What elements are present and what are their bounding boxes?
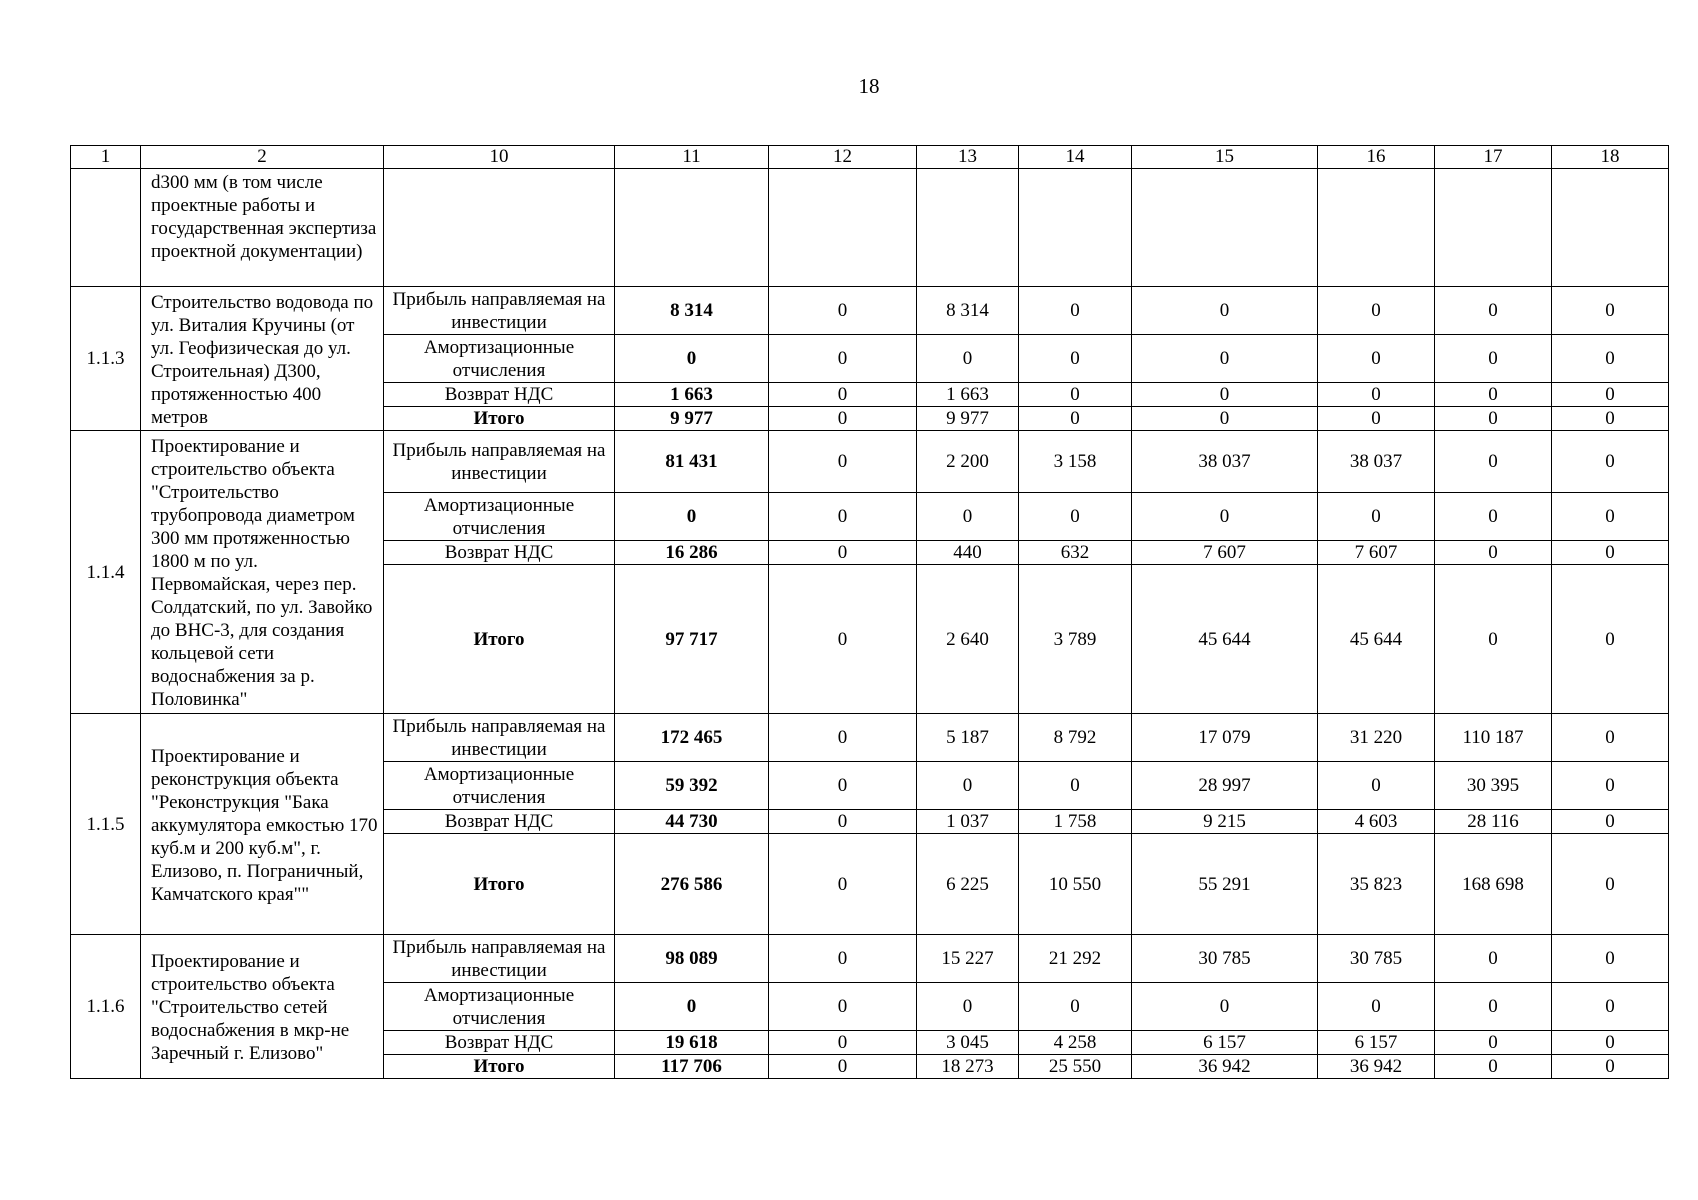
year-value: 28 116 <box>1435 810 1552 834</box>
year-value: 0 <box>769 834 917 935</box>
column-header-15: 15 <box>1132 146 1318 169</box>
year-value: 15 227 <box>917 935 1019 983</box>
year-value: 35 823 <box>1318 834 1435 935</box>
year-value: 0 <box>1552 493 1669 541</box>
project-description: Проектирование и строительство объекта "Строительство трубопровода диаметром 300 мм протяженностью 1800 м по ул. Первомайская, через пер. Солдатский, по ул. Завойко до ВНС-3, для создания кольцевой сети водоснабжения за р. Половинка" <box>141 431 384 714</box>
project-description: Строительство водовода по ул. Виталия Кручины (от ул. Геофизическая до ул. Строительная) Д300, протяженностью 400 метров <box>141 287 384 431</box>
project-description: Проектирование и строительство объекта "Строительство сетей водоснабжения в мкр-не Заречный г. Елизово" <box>141 935 384 1079</box>
year-value: 0 <box>1019 493 1132 541</box>
total-value: 9 977 <box>615 407 769 431</box>
column-header-13: 13 <box>917 146 1019 169</box>
total-value: 19 618 <box>615 1031 769 1055</box>
empty-cell <box>71 169 141 287</box>
total-label: Итого <box>384 565 615 714</box>
column-header-14: 14 <box>1019 146 1132 169</box>
year-value: 110 187 <box>1435 714 1552 762</box>
year-value: 5 187 <box>917 714 1019 762</box>
year-value: 38 037 <box>1318 431 1435 493</box>
table-row <box>71 287 1669 335</box>
year-value: 0 <box>917 762 1019 810</box>
header-row <box>71 146 1669 169</box>
year-value: 30 395 <box>1435 762 1552 810</box>
total-value: 44 730 <box>615 810 769 834</box>
total-value: 0 <box>615 493 769 541</box>
year-value: 7 607 <box>1318 541 1435 565</box>
total-value: 97 717 <box>615 565 769 714</box>
year-value: 0 <box>769 431 917 493</box>
page-number: 18 <box>858 74 880 98</box>
total-value: 172 465 <box>615 714 769 762</box>
year-value: 0 <box>1132 287 1318 335</box>
year-value: 0 <box>1435 407 1552 431</box>
year-value: 0 <box>1435 1031 1552 1055</box>
year-value: 0 <box>1552 935 1669 983</box>
year-value: 8 314 <box>917 287 1019 335</box>
year-value: 0 <box>1435 935 1552 983</box>
year-value: 0 <box>769 935 917 983</box>
year-value: 0 <box>1019 335 1132 383</box>
column-header-1: 1 <box>71 146 141 169</box>
year-value: 0 <box>769 762 917 810</box>
year-value: 55 291 <box>1132 834 1318 935</box>
year-value: 632 <box>1019 541 1132 565</box>
total-value: 0 <box>615 335 769 383</box>
table-body <box>71 146 1669 1079</box>
funding-source: Возврат НДС <box>384 383 615 407</box>
table-row <box>71 714 1669 762</box>
total-value: 16 286 <box>615 541 769 565</box>
year-value: 45 644 <box>1132 565 1318 714</box>
year-value: 0 <box>1019 762 1132 810</box>
year-value: 36 942 <box>1318 1055 1435 1079</box>
year-value: 6 157 <box>1132 1031 1318 1055</box>
year-value: 31 220 <box>1318 714 1435 762</box>
year-value: 0 <box>1318 983 1435 1031</box>
table-row <box>71 935 1669 983</box>
year-value: 4 258 <box>1019 1031 1132 1055</box>
year-value: 38 037 <box>1132 431 1318 493</box>
funding-source: Возврат НДС <box>384 541 615 565</box>
year-value: 0 <box>1435 383 1552 407</box>
year-value: 0 <box>1318 383 1435 407</box>
empty-cell <box>1132 169 1318 287</box>
year-value: 0 <box>1435 565 1552 714</box>
empty-cell <box>769 169 917 287</box>
year-value: 28 997 <box>1132 762 1318 810</box>
year-value: 0 <box>1318 407 1435 431</box>
year-value: 0 <box>1318 493 1435 541</box>
year-value: 0 <box>769 565 917 714</box>
column-header-16: 16 <box>1318 146 1435 169</box>
column-header-10: 10 <box>384 146 615 169</box>
funding-source: Прибыль направляемая на инвестиции <box>384 287 615 335</box>
empty-cell <box>917 169 1019 287</box>
year-value: 3 045 <box>917 1031 1019 1055</box>
project-description: Проектирование и реконструкция объекта "Реконструкция "Бака аккумулятора емкостью 170 куб.м и 200 куб.м", г. Елизово, п. Пограничный, Камчатского края"" <box>141 714 384 935</box>
year-value: 10 550 <box>1019 834 1132 935</box>
year-value: 8 792 <box>1019 714 1132 762</box>
total-value: 1 663 <box>615 383 769 407</box>
year-value: 0 <box>1435 335 1552 383</box>
year-value: 3 789 <box>1019 565 1132 714</box>
year-value: 0 <box>1552 383 1669 407</box>
empty-cell <box>384 169 615 287</box>
year-value: 0 <box>1132 493 1318 541</box>
year-value: 7 607 <box>1132 541 1318 565</box>
year-value: 25 550 <box>1019 1055 1132 1079</box>
item-number: 1.1.5 <box>71 714 141 935</box>
year-value: 9 977 <box>917 407 1019 431</box>
year-value: 0 <box>1552 834 1669 935</box>
total-value: 0 <box>615 983 769 1031</box>
year-value: 0 <box>1132 383 1318 407</box>
column-header-12: 12 <box>769 146 917 169</box>
funding-source: Амортизационные отчисления <box>384 762 615 810</box>
year-value: 0 <box>1132 335 1318 383</box>
funding-source: Прибыль направляемая на инвестиции <box>384 714 615 762</box>
total-value: 81 431 <box>615 431 769 493</box>
total-label: Итого <box>384 1055 615 1079</box>
continuation-row <box>71 169 1669 287</box>
year-value: 0 <box>1552 431 1669 493</box>
year-value: 21 292 <box>1019 935 1132 983</box>
total-label: Итого <box>384 834 615 935</box>
table-row <box>71 431 1669 493</box>
year-value: 9 215 <box>1132 810 1318 834</box>
empty-cell <box>1318 169 1435 287</box>
year-value: 168 698 <box>1435 834 1552 935</box>
year-value: 17 079 <box>1132 714 1318 762</box>
year-value: 0 <box>769 287 917 335</box>
item-number: 1.1.3 <box>71 287 141 431</box>
total-value: 59 392 <box>615 762 769 810</box>
item-number: 1.1.4 <box>71 431 141 714</box>
year-value: 0 <box>1019 287 1132 335</box>
year-value: 0 <box>917 335 1019 383</box>
year-value: 0 <box>769 714 917 762</box>
year-value: 0 <box>1552 714 1669 762</box>
empty-cell <box>1019 169 1132 287</box>
year-value: 1 663 <box>917 383 1019 407</box>
year-value: 0 <box>1318 335 1435 383</box>
year-value: 1 037 <box>917 810 1019 834</box>
year-value: 0 <box>769 810 917 834</box>
year-value: 30 785 <box>1318 935 1435 983</box>
year-value: 0 <box>1132 407 1318 431</box>
year-value: 0 <box>769 335 917 383</box>
year-value: 0 <box>1019 407 1132 431</box>
total-label: Итого <box>384 407 615 431</box>
year-value: 0 <box>1435 431 1552 493</box>
year-value: 0 <box>1435 983 1552 1031</box>
year-value: 0 <box>1435 1055 1552 1079</box>
year-value: 0 <box>1435 541 1552 565</box>
column-header-2: 2 <box>141 146 384 169</box>
year-value: 0 <box>917 983 1019 1031</box>
empty-cell <box>1552 169 1669 287</box>
year-value: 0 <box>1552 1055 1669 1079</box>
year-value: 0 <box>1552 541 1669 565</box>
year-value: 0 <box>1318 287 1435 335</box>
year-value: 0 <box>1435 493 1552 541</box>
year-value: 0 <box>1552 810 1669 834</box>
year-value: 0 <box>917 493 1019 541</box>
column-header-11: 11 <box>615 146 769 169</box>
year-value: 36 942 <box>1132 1055 1318 1079</box>
total-value: 117 706 <box>615 1055 769 1079</box>
year-value: 2 200 <box>917 431 1019 493</box>
year-value: 6 225 <box>917 834 1019 935</box>
year-value: 0 <box>769 493 917 541</box>
year-value: 0 <box>769 983 917 1031</box>
total-value: 98 089 <box>615 935 769 983</box>
year-value: 0 <box>1552 287 1669 335</box>
year-value: 3 158 <box>1019 431 1132 493</box>
item-number: 1.1.6 <box>71 935 141 1079</box>
year-value: 2 640 <box>917 565 1019 714</box>
year-value: 0 <box>1318 762 1435 810</box>
year-value: 4 603 <box>1318 810 1435 834</box>
funding-source: Амортизационные отчисления <box>384 335 615 383</box>
year-value: 0 <box>769 407 917 431</box>
year-value: 30 785 <box>1132 935 1318 983</box>
year-value: 0 <box>1019 383 1132 407</box>
year-value: 0 <box>1552 1031 1669 1055</box>
column-header-17: 17 <box>1435 146 1552 169</box>
total-value: 276 586 <box>615 834 769 935</box>
funding-source: Амортизационные отчисления <box>384 493 615 541</box>
year-value: 0 <box>1552 762 1669 810</box>
year-value: 0 <box>769 541 917 565</box>
year-value: 0 <box>1132 983 1318 1031</box>
year-value: 0 <box>769 1055 917 1079</box>
year-value: 0 <box>1019 983 1132 1031</box>
year-value: 45 644 <box>1318 565 1435 714</box>
investment-table <box>70 145 1669 1079</box>
year-value: 0 <box>769 1031 917 1055</box>
year-value: 0 <box>1552 335 1669 383</box>
year-value: 0 <box>1552 565 1669 714</box>
year-value: 6 157 <box>1318 1031 1435 1055</box>
year-value: 1 758 <box>1019 810 1132 834</box>
project-description: d300 мм (в том числе проектные работы и государственная экспертиза проектной документации) <box>141 169 384 287</box>
year-value: 18 273 <box>917 1055 1019 1079</box>
funding-source: Прибыль направляемая на инвестиции <box>384 935 615 983</box>
column-header-18: 18 <box>1552 146 1669 169</box>
total-value: 8 314 <box>615 287 769 335</box>
funding-source: Возврат НДС <box>384 1031 615 1055</box>
year-value: 0 <box>1552 407 1669 431</box>
empty-cell <box>615 169 769 287</box>
year-value: 0 <box>1435 287 1552 335</box>
funding-source: Возврат НДС <box>384 810 615 834</box>
funding-source: Амортизационные отчисления <box>384 983 615 1031</box>
empty-cell <box>1435 169 1552 287</box>
year-value: 0 <box>769 383 917 407</box>
funding-source: Прибыль направляемая на инвестиции <box>384 431 615 493</box>
year-value: 0 <box>1552 983 1669 1031</box>
year-value: 440 <box>917 541 1019 565</box>
